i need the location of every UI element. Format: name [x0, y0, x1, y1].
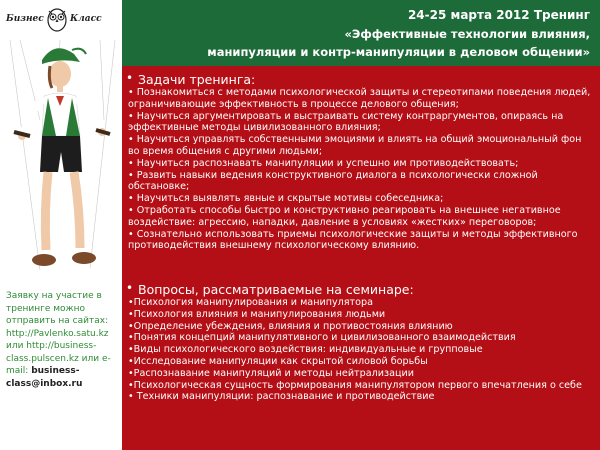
- list-item: •Психология влияния и манипулирования людьми: [128, 308, 386, 320]
- tasks-list: [128, 87, 592, 252]
- signup-info: [6, 290, 118, 390]
- left-panel: [0, 0, 122, 450]
- list-item: •Виды психологического воздействия: индивидуальные и групповые: [128, 344, 483, 356]
- list-item: • Отработать способы быстро и конструктивно реагировать на внешнее негативное воздействие: агрессию, нападки, давление в условиях «жестких» переговоров;: [128, 204, 561, 228]
- list-item: •Психология манипулирования и манипулятора: [128, 297, 373, 308]
- list-item: • Научиться выявлять явные и скрытые мотивы собеседника;: [128, 193, 444, 205]
- marionette-girl-image: [0, 40, 122, 280]
- bullet-icon: •: [126, 281, 134, 295]
- list-item: •Определение убеждения, влияния и противостояния влиянию: [128, 320, 453, 332]
- questions-list: [128, 297, 592, 403]
- brand-logo: [0, 6, 122, 36]
- list-item: • Научиться управлять собственными эмоциями и влиять на общий эмоциональный фон во время общения с другими людьми;: [128, 134, 582, 157]
- signup-email[interactable]: business-class@inbox.ru: [6, 366, 83, 389]
- list-item: • Техники манипуляции: распознавание и противодействие: [128, 391, 435, 403]
- training-title-line-2: манипуляции и контр-манипуляции в деловом общении»: [207, 45, 590, 59]
- list-item: •Психологическая сущность формирования манипулятором первого впечатления о себе: [128, 379, 582, 391]
- list-item: • Сознательно использовать приемы психологические защиты и методы эффективного противодействия внешнему психологическому влиянию.: [128, 228, 578, 252]
- list-item: •Исследование манипуляции как скрытой силовой борьбы: [128, 355, 428, 367]
- content-panel: • Задачи тренинга: • Познакомиться с методами психологической защиты и стереотипами поведения людей, ограничивающие эффективность в процессе делового общения; • Научиться аргументировать и выстраивать систему контраргументов, опираясь на эффективные методы цивилизованного влияния; • Научиться управлять собственными эмоциями и влиять на общий эмоциональный фон во время общения с другими людьми; • Научиться распознавать манипуляции и успешно им противодействовать; • Развить навыки ведения конструктивного диалога в психологически сложной обстановке; • Научиться выявлять явные и скрытые мотивы собеседника; • Отработать способы быстро и конструктивно реагировать на внешнее негативное воздействие: агрессию, нападки, давление в условиях «жестких» переговоров; • Сознательно использовать приемы психологические защиты и методы эффективного противодействия внешнему психологическому влиянию. • Вопросы, рассматриваемые на семинаре: •Психология манипулирования и манипулятора •Психология влияния и манипулирования людьми •Определение убеждения, влияния и противостояния влиянию •Понятия концепций манипулятивного и цивилизованного взаимодействия •Виды психологического воздействия: индивидуальные и групповые •Исследование манипуляции как скрытой силовой борьбы •Распознавание манипуляций и методы нейтрализации •Психологическая сущность формирования манипулятором первого впечатления о себе • Техники манипуляции: распознавание и противодействие: [122, 66, 600, 450]
- signup-text: Заявку на участие в тренинге можно отправить на сайтах: http://Pavlenko.satu.kz или http://business-class.pulscen.kz или e-mail:: [6, 291, 111, 376]
- owl-icon: [46, 6, 68, 32]
- list-item: • Познакомиться с методами психологической защиты и стереотипами поведения людей, ограничивающие эффективность в процессе делового общения;: [128, 87, 591, 110]
- list-item: •Понятия концепций манипулятивного и цивилизованного взаимодействия: [128, 332, 516, 344]
- list-item: •Распознавание манипуляций и методы нейтрализации: [128, 367, 414, 379]
- list-item: • Научиться аргументировать и выстраивать систему контраргументов, опираясь на эффективные методы цивилизованного влияния;: [128, 110, 564, 134]
- list-item: • Научиться распознавать манипуляции и успешно им противодействовать;: [128, 157, 519, 169]
- training-title-line-1: «Эффективные технологии влияния,: [344, 27, 590, 41]
- logo-text-right: Класс: [70, 14, 102, 24]
- logo-text-left: Бизнес: [6, 14, 44, 24]
- header-banner: [122, 0, 600, 66]
- bullet-icon: •: [126, 71, 134, 85]
- list-item: • Развить навыки ведения конструктивного диалога в психологически сложной обстановке;: [128, 169, 538, 193]
- event-date-title: 24-25 марта 2012 Тренинг: [407, 8, 590, 22]
